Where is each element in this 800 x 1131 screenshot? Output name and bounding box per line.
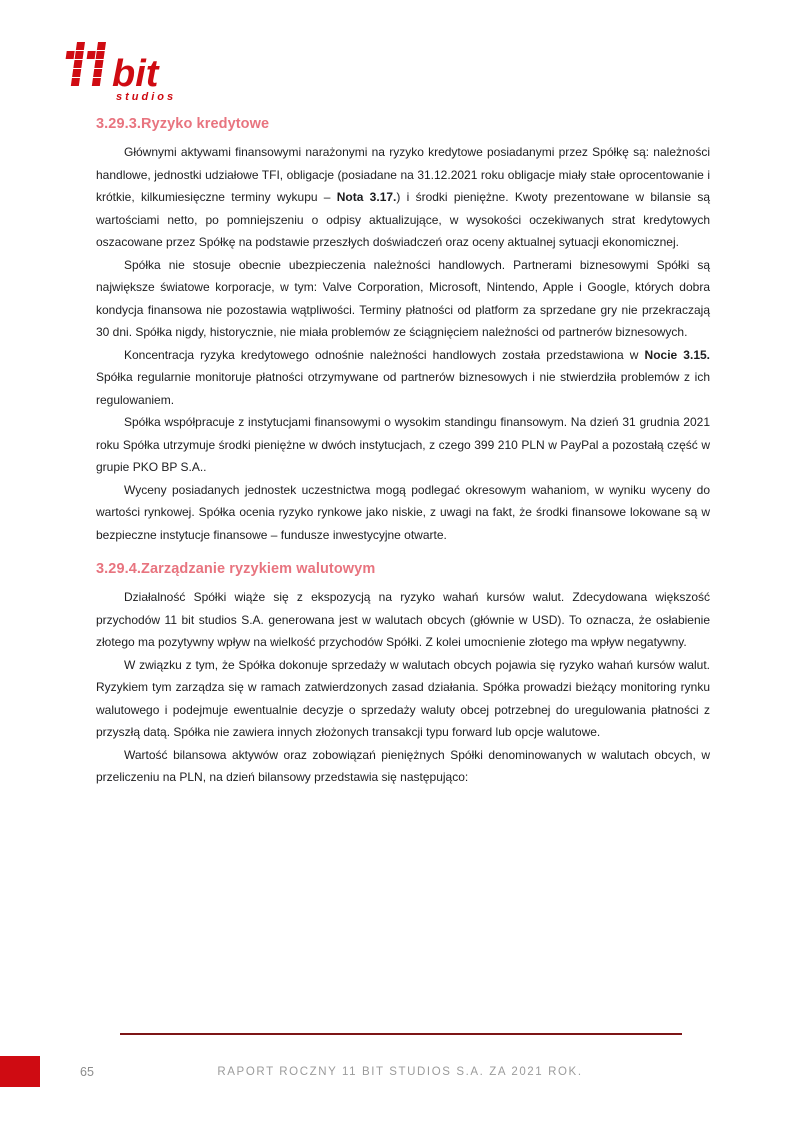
page-number: 65: [80, 1065, 94, 1079]
footer-divider: [120, 1033, 682, 1035]
footer-report-title: RAPORT ROCZNY 11 BIT STUDIOS S.A. ZA 2021 ROK.: [217, 1066, 583, 1078]
section-heading: 3.29.3.Ryzyko kredytowe: [96, 116, 270, 132]
logo-tagline-studios: studios: [116, 91, 177, 103]
bold-text-run: Nocie 3.15.: [644, 347, 711, 362]
section-block: [96, 561, 710, 789]
section-block: [96, 116, 710, 546]
body-paragraph: [96, 411, 710, 479]
body-paragraph: [96, 254, 710, 344]
text-run: Działalność Spółki wiąże się z ekspozycją na ryzyko wahań kursów walut. Zdecydowana większość przychodów 11 bit studios S.A. generowana jest w walutach obcych (głównie w USD). To oznacza, że osłabienie złotego ma pozytywny wpływ na wielkość przychodów Spółki. Z kolei umocnienie złotego ma wpływ negatywny.: [96, 590, 710, 649]
body-paragraph: [96, 344, 710, 412]
text-run: Spółka współpracuje z instytucjami finansowymi o wysokim standingu finansowym. Na dzień 31 grudnia 2021 roku Spółka utrzymuje środki pieniężne w dwóch instytucjach, z czego 399 210 PLN w PayPal a pozostałą część w grupie PKO BP S.A..: [96, 415, 710, 474]
body-paragraph: [96, 479, 710, 547]
corner-accent-square: [0, 1056, 40, 1087]
document-sections: [96, 116, 710, 789]
text-run: Spółka nie stosuje obecnie ubezpieczenia należności handlowych. Partnerami biznesowymi Spółki są największe światowe korporacje, w tym: Valve Corporation, Microsoft, Nintendo, Apple i Google, których dobra kondycja finansowa nie pozostawia wątpliwości. Terminy płatności od platform za sprzedane gry nie przekraczają 30 dni. Spółka nigdy, historycznie, nie miała problemów ze ściągnięciem należności od partnerów biznesowych.: [96, 257, 710, 339]
section-heading: 3.29.4.Zarządzanie ryzykiem walutowym: [96, 561, 376, 577]
logo-word-bit: bit: [112, 53, 159, 95]
text-run: Spółka regularnie monitoruje płatności otrzymywane od partnerów biznesowych i nie stwierdziła problemów z ich regulowaniem.: [96, 370, 710, 407]
body-paragraph: [96, 586, 710, 654]
text-run: Głównymi aktywami finansowymi narażonymi na ryzyko kredytowe posiadanymi przez Spółkę są: należności handlowe, jednostki udziałowe TFI, obligacje (posiadane na 31.12.2021 roku obligacje miały stałe oprocentowanie i krótkie, kilkumiesięczne terminy wykupu –: [96, 145, 710, 204]
text-run: Wyceny posiadanych jednostek uczestnictwa mogą podlegać okresowym wahaniom, w wyniku wyceny do wartości rynkowej. Spółka ocenia ryzyko rynkowe jako niskie, z uwagi na fakt, że środki finansowe lokowane są w bezpieczne instytucje finansowe – fundusze inwestycyjne otwarte.: [96, 482, 710, 542]
body-paragraph: [96, 744, 710, 789]
text-run: ) i środki pieniężne. Kwoty prezentowane w bilansie są wartościami netto, po pomniejszeniu o odpisy aktualizujące, w wysokości oczekiwanych strat kredytowych oszacowane przez Spółkę na podstawie przeszłych doświadczeń oraz oceny aktualnej sytuacji ekonomicznej.: [96, 190, 710, 249]
logo-pixel-mark-11: [62, 42, 106, 86]
company-logo: [60, 42, 180, 104]
text-run: Koncentracja ryzyka kredytowego odnośnie należności handlowych została przedstawiona w: [124, 347, 645, 362]
body-paragraph: [96, 141, 710, 254]
logo-image: [60, 42, 180, 104]
text-run: W związku z tym, że Spółka dokonuje sprzedaży w walutach obcych pojawia się ryzyko wahań kursów walut. Ryzykiem tym zarządza się w ramach zatwierdzonych zasad działania. Spółka prowadzi bieżący monitoring rynku walutowego i podejmuje ewentualnie decyzje o sprzedaży waluty obcej potrzebnej do uregulowania płatności z przyszłą datą. Spółka nie zawiera innych złożonych transakcji typu forward lub opcje walutowe.: [96, 657, 710, 739]
body-paragraph: [96, 654, 710, 744]
bold-text-run: Nota 3.17.: [336, 190, 397, 204]
text-run: Wartość bilansowa aktywów oraz zobowiązań pieniężnych Spółki denominowanych w walutach obcych, w przeliczeniu na PLN, na dzień bilansowy przedstawia się następująco:: [96, 747, 710, 784]
